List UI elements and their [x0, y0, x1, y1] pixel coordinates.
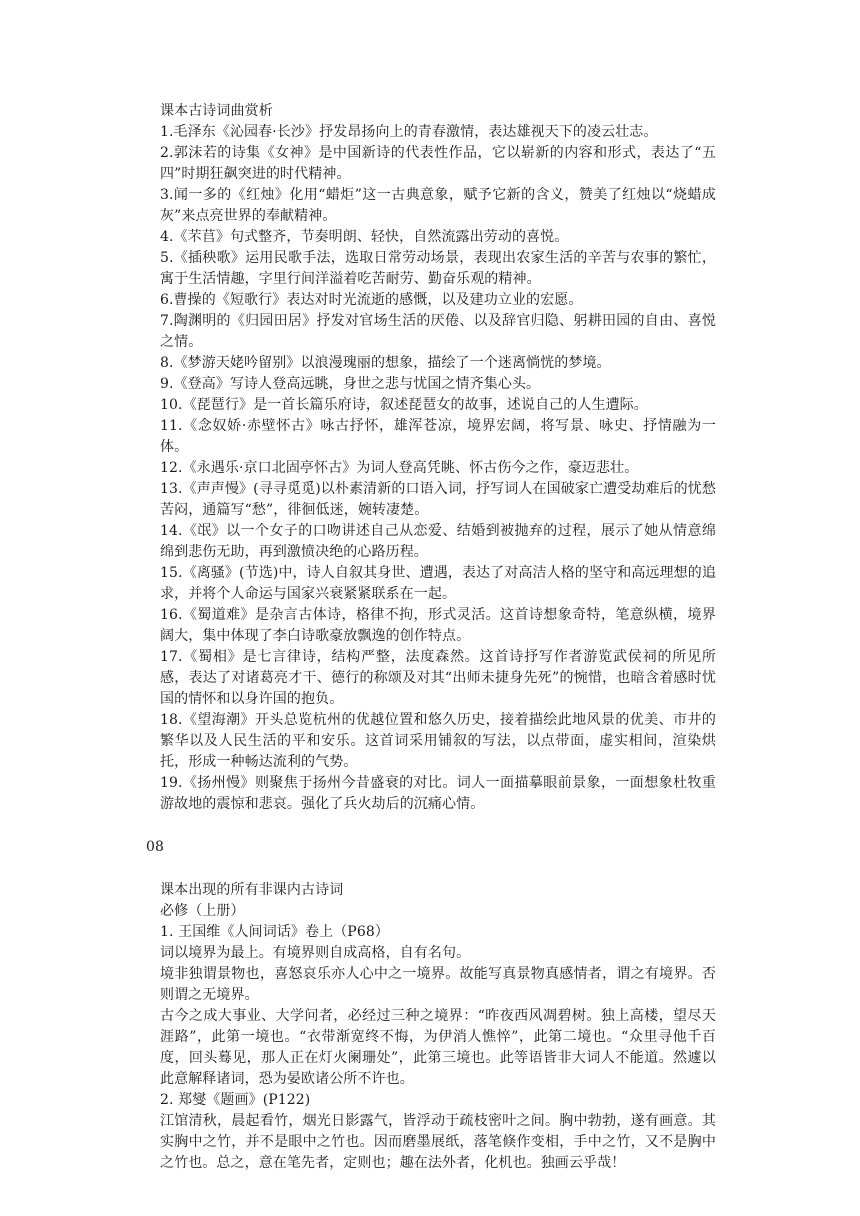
spacer	[160, 815, 716, 837]
list-item: 14.《氓》以一个女子的口吻讲述自己从恋爱、结婚到被抛弃的过程，展示了她从情意绵绵到悲伤无助，再到激愤决绝的心路历程。	[160, 523, 716, 560]
document-body	[146, 101, 716, 1174]
list-item: 17.《蜀相》是七言律诗，结构严整，法度森然。这首诗抒写作者游览武侯祠的所见所感，表达了对诸葛亮才干、德行的称颂及对其“出师未捷身先死”的惋惜，也暗含着感时忧国的情怀和以身许国的抱负。	[160, 649, 716, 707]
section-subtitle: 必修（上册）	[160, 903, 245, 919]
entry-heading: 1. 王国维《人间词话》卷上（P68）	[160, 924, 389, 940]
entry-paragraph: 江馆清秋，晨起看竹，烟光日影露气，皆浮动于疏枝密叶之间。胸中勃勃，遂有画意。其实胸中之竹，并不是眼中之竹也。因而磨墨展纸，落笔倏作变相，手中之竹，又不是胸中之竹也。总之，意在笔先者，定则也；趣在法外者，化机也。独画云乎哉！	[160, 1113, 716, 1171]
list-item: 11.《念奴娇·赤壁怀古》咏古抒怀，雄浑苍凉，境界宏阔，将写景、咏史、抒情融为一体。	[160, 418, 716, 455]
list-item: 7.陶渊明的《归园田居》抒发对官场生活的厌倦、以及辞官归隐、躬耕田园的自由、喜悦之情。	[160, 313, 716, 350]
list-item: 6.曹操的《短歌行》表达对时光流逝的感慨，以及建功立业的宏愿。	[160, 292, 583, 308]
section-title: 课本出现的所有非课内古诗词	[160, 882, 344, 898]
list-item: 12.《永遇乐·京口北固亭怀古》为词人登高凭眺、怀古伤今之作，豪迈悲壮。	[160, 460, 639, 476]
list-item: 8.《梦游天姥吟留别》以浪漫瑰丽的想象，描绘了一个迷离惝恍的梦境。	[160, 355, 611, 371]
list-item: 3.闻一多的《红烛》化用“蜡炬”这一古典意象，赋予它新的含义，赞美了红烛以“烧蜡成灰”来点亮世界的奉献精神。	[160, 187, 716, 224]
list-item: 13.《声声慢》(寻寻觅觅)以朴素清新的口语入词，抒写词人在国破家亡遭受劫难后的忧愁苦闷，通篇写“愁”，徘徊低迷，婉转凄楚。	[160, 481, 716, 518]
list-item: 9.《登高》写诗人登高远眺，身世之悲与忧国之情齐集心头。	[160, 376, 541, 392]
entry-paragraph: 词以境界为最上。有境界则自成高格，自有名句。	[160, 945, 471, 961]
list-item: 18.《望海潮》开头总览杭州的优越位置和悠久历史，接着描绘此地风景的优美、市井的繁华以及人民生活的平和安乐。这首词采用铺叙的写法，以点带面，虚实相间，渲染烘托，形成一种畅达流利的气势。	[160, 712, 716, 770]
list-item: 16.《蜀道难》是杂言古体诗，格律不拘，形式灵活。这首诗想象奇特，笔意纵横，境界阔大，集中体现了李白诗歌豪放飘逸的创作特点。	[160, 607, 716, 644]
spacer	[160, 858, 716, 880]
entry-paragraph: 境非独谓景物也，喜怒哀乐亦人心中之一境界。故能写真景物真感情者，谓之有境界。否则谓之无境界。	[160, 966, 716, 1003]
list-item: 19.《扬州慢》则聚焦于扬州今昔盛衰的对比。词人一面描摹眼前景象，一面想象杜牧重游故地的震惊和悲哀。强化了兵火劫后的沉痛心情。	[160, 775, 716, 812]
poem-appreciation-list	[160, 122, 716, 815]
list-item: 15.《离骚》(节选)中，诗人自叙其身世、遭遇，表达了对高洁人格的坚守和高远理想的追求，并将个人命运与国家兴衰紧紧联系在一起。	[160, 565, 716, 602]
list-item: 1.毛泽东《沁园春·长沙》抒发昂扬向上的青春激情，表达雄视天下的凌云壮志。	[160, 124, 658, 140]
page-number: 08	[146, 839, 165, 855]
section-title: 课本古诗词曲赏析	[160, 103, 273, 119]
entry-heading: 2. 郑燮《题画》(P122)	[160, 1092, 311, 1108]
entry-paragraph: 古今之成大事业、大学问者，必经过三种之境界：“昨夜西风凋碧树。独上高楼，望尽天涯路”，此第一境也。“衣带渐宽终不悔，为伊消人憔悴”，此第二境也。“众里寻他千百度，回头蓦见，那人正在灯火阑珊处”，此第三境也。此等语皆非大词人不能道。然遽以此意解释诸词，恐为晏欧诸公所不许也。	[160, 1008, 716, 1087]
list-item: 2.郭沫若的诗集《女神》是中国新诗的代表性作品，它以崭新的内容和形式，表达了“五四”时期狂飙突进的时代精神。	[160, 145, 716, 182]
list-item: 5.《插秧歌》运用民歌手法，选取日常劳动场景，表现出农家生活的辛苦与农事的繁忙，寓于生活情趣，字里行间洋溢着吃苦耐劳、勤奋乐观的精神。	[160, 250, 716, 287]
list-item: 4.《芣苢》句式整齐，节奏明朗、轻快，自然流露出劳动的喜悦。	[160, 229, 569, 245]
list-item: 10.《琵琶行》是一首长篇乐府诗，叙述琵琶女的故事，述说自己的人生遭际。	[160, 397, 648, 413]
